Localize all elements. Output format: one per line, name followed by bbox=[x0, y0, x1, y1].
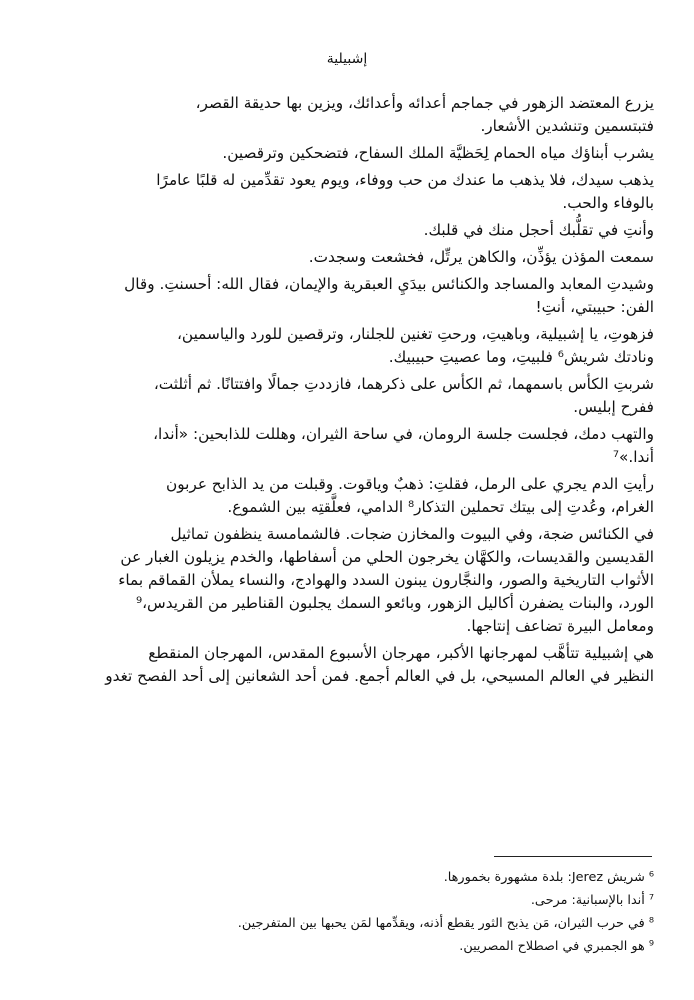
page-header-title: إشبيلية bbox=[326, 51, 368, 67]
text-line: الورد، والبنات يضفرن أكاليل الزهور، وبائعو السمك يجلبون القناطير من القريدس،⁹ bbox=[135, 594, 654, 612]
text-line: وشيدتِ المعابد والمساجد والكنائس بيدَيِ العبقرية والإيمان، فقال الله: أحسنتِ. وقال bbox=[124, 275, 654, 293]
text-line: هي إشبيلية تتأهَّب لمهرجانها الأكبر، مهرجان الأسبوع المقدس، المهرجان المنقطع bbox=[148, 644, 654, 662]
text-line: يذهب سيدك، فلا يذهب ما عندك من حب ووفاء، ويوم يعود تقدِّمين له قلبًا عامرًا bbox=[156, 171, 654, 189]
paragraph bbox=[42, 523, 654, 638]
paragraph bbox=[42, 169, 654, 215]
paragraph bbox=[42, 273, 654, 319]
paragraph bbox=[42, 423, 654, 469]
paragraph bbox=[42, 473, 654, 519]
paragraph bbox=[42, 323, 654, 369]
text-line: بالوفاء والحب. bbox=[562, 194, 654, 212]
text-line: القديسين والقديسات، والكهَّان يخرجون الحلي من أسفاطها، والخدم يزيلون الغبار عن bbox=[120, 548, 654, 566]
text-line: رأيتِ الدم يجري على الرمل، فقلتِ: ذهبٌ وياقوت. وقبلت من يد الذابح عربون bbox=[165, 475, 654, 493]
paragraph bbox=[42, 642, 654, 688]
footnote: ⁹ هو الجمبري في اصطلاح المصريين. bbox=[459, 939, 654, 954]
text-line: يشرب أبناؤك مياه الحمام لِحَظيَّة الملك السفاح، فتضحكين وترقصين. bbox=[222, 144, 654, 162]
paragraph bbox=[42, 246, 654, 269]
footnote: ⁶ شريش Jerez: بلدة مشهورة بخمورها. bbox=[443, 870, 654, 885]
paragraph bbox=[42, 373, 654, 419]
paragraph bbox=[42, 92, 654, 138]
footnote: ⁸ في حرب الثيران، مَن يذبح الثور يقطع أذنه، ويقدِّمها لمَن يحبها بين المتفرجين. bbox=[237, 916, 654, 931]
text-line: فزهوتِ، يا إشبيلية، وباهيتِ، ورحتِ تغنين للجلنار، وترقصين للورد والياسمين، bbox=[176, 325, 654, 343]
paragraph bbox=[42, 142, 654, 165]
body-text bbox=[42, 92, 654, 692]
footnote: ⁷ أندا بالإسبانية: مرحى. bbox=[530, 893, 654, 908]
text-line: فتبتسمين وتنشدين الأشعار. bbox=[480, 117, 654, 135]
text-line: سمعت المؤذن يؤذِّن، والكاهن يرتِّل، فخشعت وسجدت. bbox=[308, 248, 654, 266]
text-line: أندا.»⁷ bbox=[612, 448, 654, 466]
text-line: والتهب دمك، فجلست جلسة الرومان، في ساحة الثيران، وهللت للذابحين: «أندا، bbox=[153, 425, 654, 443]
text-line: يزرع المعتضد الزهور في جماجم أعدائه وأعدائك، ويزين بها حديقة القصر، bbox=[195, 94, 654, 112]
text-line: ونادتك شريش⁶ فلبيتِ، وما عصيتِ حبيبيك. bbox=[388, 348, 654, 366]
text-line: النظير في العالم المسيحي، بل في العالم أجمع. فمن أحد الشعانين إلى أحد الفصح تغدو bbox=[105, 667, 654, 685]
text-line: ومعامل البيرة تضاعف إنتاجها. bbox=[466, 617, 654, 635]
paragraph bbox=[42, 219, 654, 242]
text-line: في الكنائس ضجة، وفي البيوت والمخازن ضجات. فالشمامسة ينظفون تماثيل bbox=[170, 525, 654, 543]
text-line: الفن: حبيبتي، أنتِ! bbox=[535, 298, 654, 316]
text-line: الغرام، وعُدتِ إلى بيتك تحملين التذكار⁸ الدامي، فعلَّقتِه بين الشموع. bbox=[227, 498, 654, 516]
text-line: وأنتِ في تقلُّبك أحجل منك في قلبك. bbox=[423, 221, 654, 239]
text-line: شربتِ الكأس باسمهما، ثم الكأس على ذكرهما، فازددتِ جمالًا وافتتانًا. ثم أثلثت، bbox=[153, 375, 654, 393]
text-line: ففرح إبليس. bbox=[573, 398, 654, 416]
text-line: الأثواب التاريخية والصور، والنجَّارون يبنون السدد والهوادج، والنساء يملأن القماقم بماء bbox=[118, 571, 654, 589]
footnotes bbox=[42, 866, 654, 958]
footnote-separator bbox=[494, 856, 652, 857]
